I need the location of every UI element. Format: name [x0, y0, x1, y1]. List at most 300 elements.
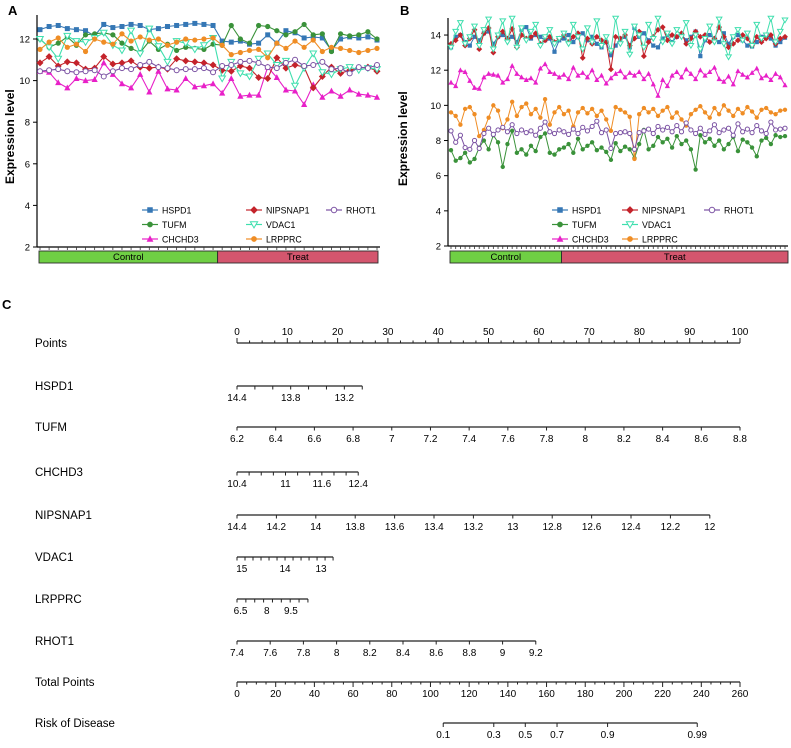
diamond-marker: [626, 206, 634, 214]
square-marker: [174, 23, 179, 28]
row-label: RHOT1: [35, 636, 74, 648]
circle-marker: [283, 46, 288, 51]
circle-open-marker: [585, 129, 589, 133]
tick-label: 70: [583, 327, 595, 338]
triangle-down-open-marker: [219, 76, 226, 82]
circle-open-marker: [338, 66, 343, 71]
legend-label: TUFM: [572, 220, 597, 230]
circle-marker: [769, 142, 773, 146]
circle-marker: [613, 105, 617, 109]
triangle-up-marker: [637, 69, 642, 74]
tick-label: 14.4: [227, 522, 247, 533]
triangle-up-marker: [651, 81, 656, 86]
circle-marker: [238, 36, 243, 41]
circle-marker: [538, 115, 542, 119]
circle-marker: [524, 101, 528, 105]
group-bar: [39, 251, 378, 263]
circle-marker: [274, 41, 279, 46]
tick-label: 12: [704, 522, 716, 533]
tick-label: 9: [499, 648, 506, 659]
circle-marker: [147, 222, 153, 228]
triangle-down-open-marker: [514, 45, 520, 50]
circle-marker: [519, 105, 523, 109]
legend-item-NIPSNAP1: [622, 206, 686, 216]
circle-open-marker: [571, 127, 575, 131]
circle-marker: [449, 148, 453, 152]
group-bar: [450, 251, 788, 263]
circle-open-marker: [477, 146, 481, 150]
nomogram-row-nipsnap1: [35, 510, 716, 533]
legend-item-VDAC1: [622, 220, 671, 230]
tick-label: 7: [388, 434, 395, 445]
circle-open-marker: [65, 69, 70, 74]
diamond-marker: [641, 53, 647, 59]
tick-label: 14: [310, 522, 322, 533]
circle-marker: [778, 108, 782, 112]
triangle-down-open-marker: [674, 28, 680, 33]
circle-marker: [454, 159, 458, 163]
triangle-up-marker: [146, 89, 152, 95]
circle-marker: [454, 114, 458, 118]
tick-label: 8.2: [616, 434, 631, 445]
circle-open-marker: [491, 132, 495, 136]
triangle-down-open-marker: [707, 24, 713, 29]
triangle-up-marker: [740, 72, 745, 77]
circle-open-marker: [741, 130, 745, 134]
circle-marker: [675, 134, 679, 138]
circle-marker: [472, 157, 476, 161]
circle-open-marker: [458, 133, 462, 137]
tick-label: 7.6: [500, 434, 515, 445]
triangle-down-open-marker: [754, 22, 760, 27]
square-marker: [192, 21, 197, 26]
circle-marker: [581, 147, 585, 151]
tick-label: 12.6: [581, 522, 602, 533]
legend-item-NIPSNAP1: [246, 206, 310, 216]
circle-open-marker: [329, 67, 334, 72]
triangle-down-open-marker: [566, 42, 572, 47]
circle-marker: [590, 107, 594, 111]
circle-open-marker: [665, 125, 669, 129]
square-marker: [47, 24, 52, 29]
triangle-down-open-marker: [688, 43, 694, 48]
circle-marker: [759, 138, 763, 142]
triangle-up-marker: [618, 68, 623, 73]
circle-marker: [56, 35, 61, 40]
circle-marker: [698, 104, 702, 108]
circle-open-marker: [119, 66, 124, 71]
circle-marker: [165, 43, 170, 48]
triangle-up-marker: [684, 66, 689, 71]
circle-marker: [637, 142, 641, 146]
circle-open-marker: [694, 131, 698, 135]
circle-marker: [548, 123, 552, 127]
square-marker: [595, 42, 599, 46]
circle-marker: [220, 43, 225, 48]
circle-marker: [510, 129, 514, 133]
circle-open-marker: [698, 126, 702, 130]
circle-open-marker: [311, 63, 316, 68]
circle-marker: [311, 32, 316, 37]
triangle-down-open-marker: [164, 59, 171, 65]
triangle-up-marker: [137, 71, 143, 77]
circle-open-marker: [534, 133, 538, 137]
square-marker: [56, 23, 61, 28]
square-marker: [552, 50, 556, 54]
nomogram-row-total-points: [35, 677, 749, 700]
square-marker: [717, 40, 721, 44]
circle-open-marker: [675, 123, 679, 127]
circle-marker: [599, 108, 603, 112]
triangle-up-marker: [655, 93, 660, 98]
circle-open-marker: [684, 121, 688, 125]
triangle-up-marker: [486, 71, 491, 76]
tick-label: 100: [731, 327, 749, 338]
triangle-up-marker: [632, 73, 637, 78]
tick-label: 6.8: [346, 434, 361, 445]
legend-label: HSPD1: [572, 205, 602, 216]
circle-open-marker: [679, 130, 683, 134]
circle-marker: [192, 37, 197, 42]
circle-marker: [501, 165, 505, 169]
circle-marker: [56, 41, 61, 46]
circle-marker: [458, 123, 462, 127]
square-marker: [265, 32, 270, 37]
nomogram-row-tufm: [35, 422, 747, 445]
circle-marker: [581, 106, 585, 110]
tick-label: 60: [533, 327, 545, 338]
tick-label: 8.6: [694, 434, 709, 445]
circle-marker: [238, 50, 243, 55]
diamond-marker: [228, 68, 235, 75]
circle-marker: [365, 29, 370, 34]
circle-marker: [533, 107, 537, 111]
circle-marker: [356, 32, 361, 37]
triangle-up-marker: [599, 73, 604, 78]
circle-marker: [646, 110, 650, 114]
circle-marker: [472, 112, 476, 116]
triangle-down-open-marker: [669, 42, 675, 47]
circle-marker: [229, 23, 234, 28]
circle-open-marker: [165, 66, 170, 71]
circle-marker: [712, 144, 716, 148]
circle-open-marker: [773, 128, 777, 132]
y-tick-label: 10: [19, 76, 30, 88]
triangle-down-open-marker: [486, 17, 492, 22]
triangle-down-open-marker: [55, 56, 62, 62]
circle-open-marker: [501, 125, 505, 129]
circle-marker: [740, 111, 744, 115]
square-marker: [656, 45, 660, 49]
circle-marker: [283, 32, 288, 37]
triangle-up-marker: [542, 61, 547, 66]
circle-open-marker: [651, 131, 655, 135]
circle-marker: [110, 32, 115, 37]
triangle-down-open-marker: [509, 16, 515, 21]
square-marker: [201, 22, 206, 27]
tick-label: 0.3: [486, 730, 501, 741]
circle-open-marker: [472, 138, 476, 142]
series-VDAC1: [37, 26, 381, 89]
triangle-up-marker: [481, 74, 486, 79]
circle-open-marker: [174, 68, 179, 73]
circle-marker: [632, 157, 636, 161]
circle-marker: [571, 151, 575, 155]
triangle-up-marker: [735, 68, 740, 73]
circle-open-marker: [302, 64, 307, 69]
legend-item-LRPPRC: [622, 235, 678, 245]
circle-marker: [731, 114, 735, 118]
circle-marker: [670, 145, 674, 149]
circle-marker: [656, 135, 660, 139]
circle-open-marker: [567, 132, 571, 136]
triangle-up-marker: [764, 73, 769, 78]
circle-marker: [329, 45, 334, 50]
circle-open-marker: [283, 60, 288, 65]
circle-marker: [679, 117, 683, 121]
triangle-down-open-marker: [660, 40, 666, 45]
diamond-marker: [64, 58, 71, 65]
triangle-down-open-marker: [782, 18, 788, 23]
square-marker: [147, 207, 153, 213]
triangle-up-marker: [660, 77, 665, 82]
row-label: TUFM: [35, 422, 67, 434]
triangle-down-open-marker: [646, 22, 652, 27]
circle-marker: [486, 147, 490, 151]
circle-marker: [552, 152, 556, 156]
series-CHCHD3-line: [451, 64, 785, 96]
circle-open-marker: [646, 127, 650, 131]
diamond-marker: [146, 65, 153, 72]
circle-open-marker: [759, 129, 763, 133]
circle-open-marker: [562, 130, 566, 134]
circle-marker: [722, 103, 726, 107]
circle-open-marker: [510, 123, 514, 127]
row-label: VDAC1: [35, 552, 74, 564]
circle-marker: [529, 144, 533, 148]
triangle-down-open-marker: [585, 26, 591, 31]
circle-marker: [174, 40, 179, 45]
circle-open-marker: [229, 63, 234, 68]
legend-item-HSPD1: [552, 206, 601, 216]
legend-label: RHOT1: [346, 205, 376, 216]
circle-marker: [783, 134, 787, 138]
triangle-up-marker: [328, 88, 334, 94]
tick-label: 13.6: [384, 522, 405, 533]
treat-bar-label: Treat: [663, 252, 686, 263]
tick-label: 7.6: [263, 648, 278, 659]
triangle-down-open-marker: [246, 74, 253, 80]
diamond-marker: [73, 59, 80, 66]
circle-open-marker: [482, 131, 486, 135]
circle-marker: [740, 137, 744, 141]
triangle-up-marker: [698, 67, 703, 72]
circle-marker: [773, 112, 777, 116]
circle-marker: [661, 140, 665, 144]
triangle-down-open-marker: [726, 55, 732, 60]
legend-label: VDAC1: [266, 220, 296, 230]
circle-open-marker: [211, 70, 216, 75]
triangle-up-marker: [467, 78, 472, 83]
square-marker: [119, 24, 124, 29]
circle-marker: [496, 108, 500, 112]
circle-marker: [119, 31, 124, 36]
circle-open-marker: [764, 131, 768, 135]
circle-marker: [292, 29, 297, 34]
diamond-marker: [250, 206, 258, 214]
circle-marker: [229, 52, 234, 57]
legend-label: CHCHD3: [162, 234, 199, 245]
circle-marker: [627, 236, 633, 242]
circle-open-marker: [47, 68, 52, 73]
circle-open-marker: [552, 131, 556, 135]
treat-bar-label: Treat: [286, 252, 309, 263]
circle-marker: [338, 31, 343, 36]
tick-label: 8.8: [462, 648, 477, 659]
circle-marker: [628, 147, 632, 151]
circle-marker: [74, 42, 79, 47]
triangle-up-marker: [646, 71, 651, 76]
circle-marker: [101, 40, 106, 45]
triangle-down-open-marker: [716, 17, 722, 22]
circle-marker: [618, 108, 622, 112]
circle-open-marker: [320, 59, 325, 64]
circle-marker: [302, 22, 307, 27]
tick-label: 140: [499, 689, 517, 700]
triangle-up-marker: [613, 71, 618, 76]
legend-item-TUFM: [552, 220, 596, 230]
circle-marker: [566, 142, 570, 146]
y-tick-label: 8: [24, 117, 30, 129]
triangle-up-marker: [337, 93, 343, 99]
circle-marker: [773, 133, 777, 137]
triangle-down-open-marker: [778, 29, 784, 34]
circle-marker: [247, 41, 252, 46]
triangle-down-open-marker: [453, 29, 459, 34]
tick-label: 13: [507, 522, 519, 533]
y-tick-label: 6: [435, 171, 441, 183]
y-tick-label: 10: [430, 100, 441, 112]
tick-label: 100: [422, 689, 439, 700]
tick-label: 13.2: [463, 522, 484, 533]
circle-open-marker: [468, 147, 472, 151]
circle-marker: [628, 115, 632, 119]
circle-open-marker: [256, 60, 261, 65]
square-marker: [211, 23, 216, 28]
triangle-down-open-marker: [627, 52, 633, 57]
panel-a-label: A: [8, 3, 18, 18]
circle-marker: [703, 140, 707, 144]
triangle-down-open-marker: [533, 22, 539, 27]
triangle-down-open-marker: [712, 40, 718, 45]
circle-open-marker: [731, 133, 735, 137]
circle-open-marker: [265, 65, 270, 70]
y-tick-label: 8: [435, 136, 441, 148]
circle-marker: [463, 151, 467, 155]
panel-B: [430, 16, 788, 263]
square-marker: [38, 27, 43, 32]
row-label: CHCHD3: [35, 467, 83, 479]
triangle-up-marker: [101, 60, 107, 66]
legend-item-RHOT1: [704, 206, 754, 216]
control-bar-label: Control: [490, 252, 522, 263]
circle-marker: [320, 49, 325, 54]
circle-marker: [486, 115, 490, 119]
triangle-up-marker: [674, 69, 679, 74]
circle-marker: [623, 110, 627, 114]
triangle-down-open-marker: [192, 47, 199, 53]
triangle-down-open-marker: [472, 24, 478, 29]
series-NIPSNAP1-line: [40, 57, 377, 88]
tick-label: 15: [236, 564, 248, 575]
legend: [552, 206, 754, 245]
circle-open-marker: [365, 66, 370, 71]
tick-label: 220: [654, 689, 671, 700]
circle-marker: [174, 48, 179, 53]
triangle-up-marker: [183, 75, 189, 81]
tick-label: 6.2: [230, 434, 244, 445]
triangle-down-open-marker: [458, 21, 464, 26]
panel-c-label: C: [2, 297, 12, 312]
tick-label: 8: [582, 434, 589, 445]
triangle-up-marker: [717, 76, 722, 81]
circle-marker: [515, 151, 519, 155]
square-marker: [642, 31, 646, 35]
circle-marker: [618, 149, 622, 153]
circle-marker: [595, 148, 599, 152]
circle-marker: [468, 160, 472, 164]
circle-open-marker: [543, 120, 547, 124]
circle-marker: [684, 138, 688, 142]
circle-marker: [557, 105, 561, 109]
circle-open-marker: [375, 63, 380, 68]
tick-label: 0.1: [436, 730, 451, 741]
triangle-up-marker: [580, 70, 585, 75]
triangle-up-marker: [627, 70, 632, 75]
circle-open-marker: [220, 64, 225, 69]
circle-marker: [138, 34, 143, 39]
square-marker: [101, 22, 106, 27]
circle-open-marker: [519, 128, 523, 132]
circle-marker: [128, 38, 133, 43]
row-label: Risk of Disease: [35, 718, 115, 730]
circle-marker: [458, 156, 462, 160]
tick-label: 14: [279, 564, 291, 575]
circle-marker: [529, 112, 533, 116]
triangle-up-marker: [590, 67, 595, 72]
circle-open-marker: [92, 68, 97, 73]
circle-marker: [689, 147, 693, 151]
tick-label: 10: [281, 327, 293, 338]
circle-open-marker: [101, 74, 106, 79]
circle-open-marker: [623, 130, 627, 134]
tick-label: 12.2: [660, 522, 681, 533]
legend-item-LRPPRC: [246, 235, 302, 245]
circle-open-marker: [576, 131, 580, 135]
circle-open-marker: [293, 57, 298, 62]
circle-open-marker: [524, 131, 528, 135]
circle-marker: [311, 37, 316, 42]
circle-open-marker: [722, 128, 726, 132]
triangle-down-open-marker: [613, 16, 619, 21]
circle-marker: [604, 150, 608, 154]
circle-marker: [347, 48, 352, 53]
circle-marker: [783, 108, 787, 112]
circle-marker: [585, 111, 589, 115]
legend-item-VDAC1: [246, 220, 295, 230]
circle-marker: [736, 107, 740, 111]
circle-marker: [347, 33, 352, 38]
